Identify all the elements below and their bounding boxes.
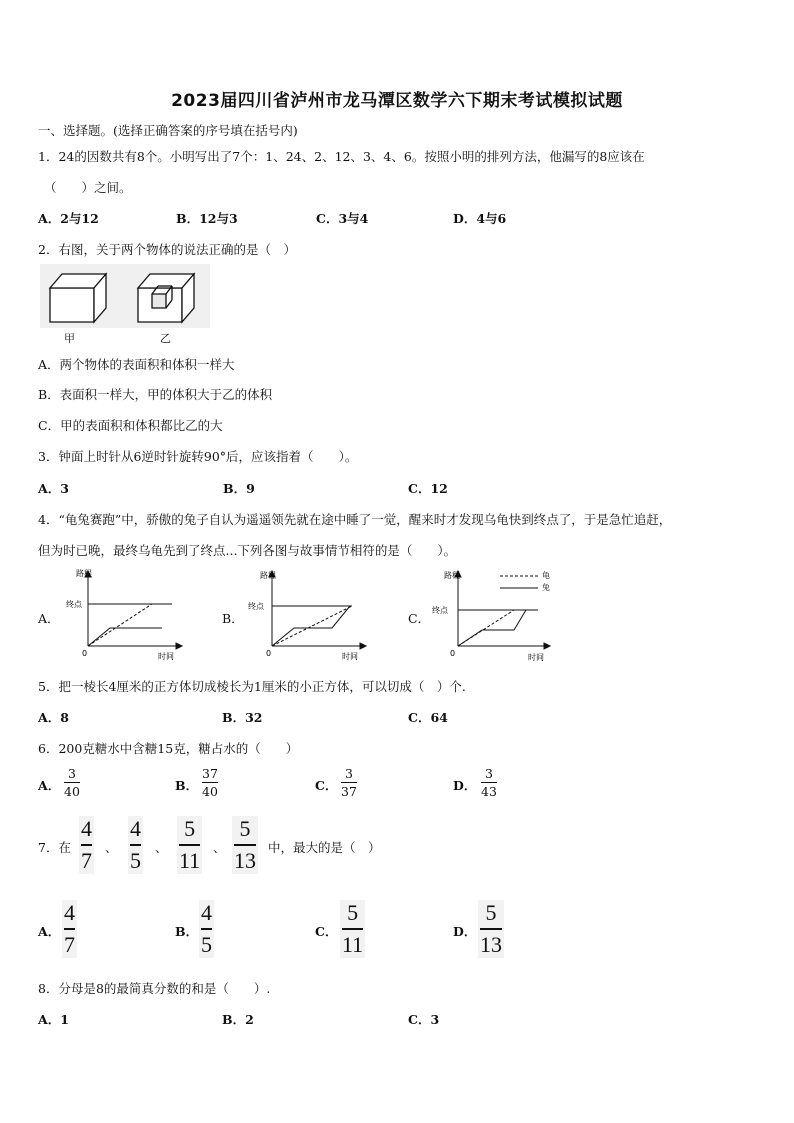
- fraction-denominator: 43: [481, 784, 497, 799]
- question-5-text: 5．把一棱长4厘米的正方体切成棱长为1厘米的小正方体，可以切成（ ）个.: [38, 679, 466, 694]
- fraction-numerator: 4: [201, 900, 212, 925]
- q7-option-b-fraction: [199, 900, 214, 958]
- fraction-denominator: 11: [342, 931, 364, 957]
- q3-option-c[interactable]: C．12: [408, 481, 448, 496]
- q4-option-a-label[interactable]: A．: [38, 611, 60, 626]
- solid-cube-figure: [50, 274, 106, 322]
- graph-a-endpoint: 终点: [66, 600, 82, 609]
- question-1-text-cont: （ ）之间。: [44, 180, 132, 195]
- fraction-denominator: 13: [480, 931, 502, 957]
- q7-option-d-fraction: [478, 900, 504, 958]
- question-7-prefix: 7．在: [38, 840, 71, 855]
- question-3-text: 3．钟面上时针从6逆时针旋转90°后，应该指着（ ）。: [38, 449, 358, 464]
- q5-option-b[interactable]: B．32: [222, 710, 263, 725]
- q7-separator: 、: [155, 840, 168, 855]
- graph-a-ylabel: 路程: [76, 569, 92, 578]
- q7-option-d-label[interactable]: D．: [453, 924, 477, 939]
- q7-separator: 、: [105, 840, 118, 855]
- q7-fraction-3: [177, 816, 202, 874]
- q7-option-a-label[interactable]: A．: [38, 924, 61, 939]
- graph-a-origin: 0: [82, 649, 88, 658]
- q2-solids-figure: [40, 264, 210, 328]
- fraction-numerator: 4: [81, 816, 92, 841]
- fraction-numerator: 5: [239, 816, 251, 841]
- graph-a-xlabel: 时间: [158, 652, 174, 661]
- graph-c-xlabel: 时间: [528, 653, 544, 662]
- fraction-denominator: 13: [234, 847, 256, 873]
- q7-separator: 、: [213, 840, 226, 855]
- q7-option-a-fraction: [62, 900, 77, 958]
- q2-label-yi: 乙: [160, 332, 171, 345]
- q3-option-b[interactable]: B．9: [223, 481, 255, 496]
- graph-b-endpoint: 终点: [248, 602, 264, 611]
- q7-option-b-label[interactable]: B．: [175, 924, 199, 939]
- fraction-denominator: 37: [341, 784, 357, 799]
- q5-option-a[interactable]: A．8: [38, 710, 69, 725]
- fraction-numerator: 5: [184, 816, 196, 841]
- fraction-denominator: 40: [202, 784, 218, 799]
- q4-graph-c: [430, 564, 570, 664]
- q4-graph-a: [62, 566, 192, 664]
- question-8-text: 8．分母是8的最简真分数的和是（ ）.: [38, 981, 271, 996]
- q8-option-b[interactable]: B．2: [222, 1012, 254, 1027]
- question-1-text: 1．24的因数共有8个。小明写出了7个：1、24、2、12、3、4、6。按照小明的排列方法，他漏写的8应该在: [38, 149, 645, 164]
- graph-b-origin: 0: [266, 649, 272, 658]
- q8-option-a[interactable]: A．1: [38, 1012, 69, 1027]
- fraction-numerator: 5: [485, 900, 497, 925]
- fraction-numerator: 3: [344, 766, 353, 781]
- q5-option-c[interactable]: C．64: [408, 710, 448, 725]
- graph-c-endpoint: 终点: [432, 606, 448, 615]
- graph-c-ylabel: 路程: [444, 571, 460, 580]
- q1-option-d[interactable]: D．4与6: [453, 211, 507, 226]
- fraction-numerator: 37: [202, 766, 218, 781]
- notched-cube-figure: [138, 274, 194, 322]
- graph-b-xlabel: 时间: [342, 652, 358, 661]
- question-2-text: 2．右图，关于两个物体的说法正确的是（ ）: [38, 242, 296, 257]
- question-6-text: 6．200克糖水中含糖15克，糖占水的（ ）: [38, 741, 299, 756]
- q3-option-a[interactable]: A．3: [38, 481, 69, 496]
- fraction-numerator: 3: [484, 766, 493, 781]
- q8-option-c[interactable]: C．3: [408, 1012, 440, 1027]
- fraction-numerator: 3: [67, 766, 76, 781]
- q1-option-c[interactable]: C．3与4: [316, 211, 369, 226]
- legend-rabbit: 兔: [542, 583, 550, 592]
- q1-option-b[interactable]: B．12与3: [176, 211, 238, 226]
- fraction-denominator: 7: [81, 847, 92, 873]
- q1-option-a[interactable]: A．2与12: [38, 211, 99, 226]
- q6-option-d-label[interactable]: D．: [453, 778, 477, 793]
- q2-option-b[interactable]: B．表面积一样大，甲的体积大于乙的体积: [38, 387, 273, 402]
- fraction-numerator: 5: [347, 900, 359, 925]
- fraction-denominator: 5: [130, 847, 141, 873]
- q6-option-a-fraction: [64, 766, 80, 799]
- q6-option-c-fraction: [341, 766, 357, 799]
- fraction-denominator: 11: [179, 847, 201, 873]
- question-4-text: 4．“龟兔赛跑”中，骄傲的兔子自认为遥遥领先就在途中睡了一觉，醒来时才发现乌龟快到终点了，于是急忙追赶，: [38, 512, 672, 527]
- q4-option-b-label[interactable]: B．: [222, 611, 244, 626]
- q7-fraction-2: [128, 816, 143, 874]
- question-7-suffix: 中，最大的是（ ）: [268, 840, 381, 855]
- q6-option-b-fraction: [202, 766, 218, 799]
- q7-fraction-4: [232, 816, 258, 874]
- q6-option-c-label[interactable]: C．: [315, 778, 338, 793]
- q4-option-c-label[interactable]: C．: [408, 611, 431, 626]
- q4-graph-b: [246, 566, 376, 664]
- graph-b-ylabel: 路程: [260, 571, 276, 580]
- fraction-denominator: 5: [201, 931, 212, 957]
- q2-option-c[interactable]: C．甲的表面积和体积都比乙的大: [38, 418, 223, 433]
- q2-label-jia: 甲: [64, 332, 75, 345]
- q7-option-c-fraction: [340, 900, 365, 958]
- fraction-denominator: 7: [64, 931, 75, 957]
- q6-option-a-label[interactable]: A．: [38, 778, 61, 793]
- fraction-numerator: 4: [130, 816, 141, 841]
- legend-turtle: 龟: [542, 571, 550, 580]
- fraction-denominator: 40: [64, 784, 80, 799]
- q7-option-c-label[interactable]: C．: [315, 924, 338, 939]
- q6-option-d-fraction: [481, 766, 497, 799]
- fraction-numerator: 4: [64, 900, 75, 925]
- page-title: 2023届四川省泸州市龙马潭区数学六下期末考试模拟试题: [171, 91, 623, 111]
- q6-option-b-label[interactable]: B．: [175, 778, 199, 793]
- q2-option-a[interactable]: A．两个物体的表面积和体积一样大: [38, 357, 235, 372]
- graph-c-origin: 0: [450, 649, 456, 658]
- question-4-text-cont: 但为时已晚，最终乌龟先到了终点...下列各图与故事情节相符的是（ ）。: [38, 543, 457, 558]
- section-heading: 一、选择题。(选择正确答案的序号填在括号内): [38, 123, 298, 138]
- q7-fraction-1: [79, 816, 94, 874]
